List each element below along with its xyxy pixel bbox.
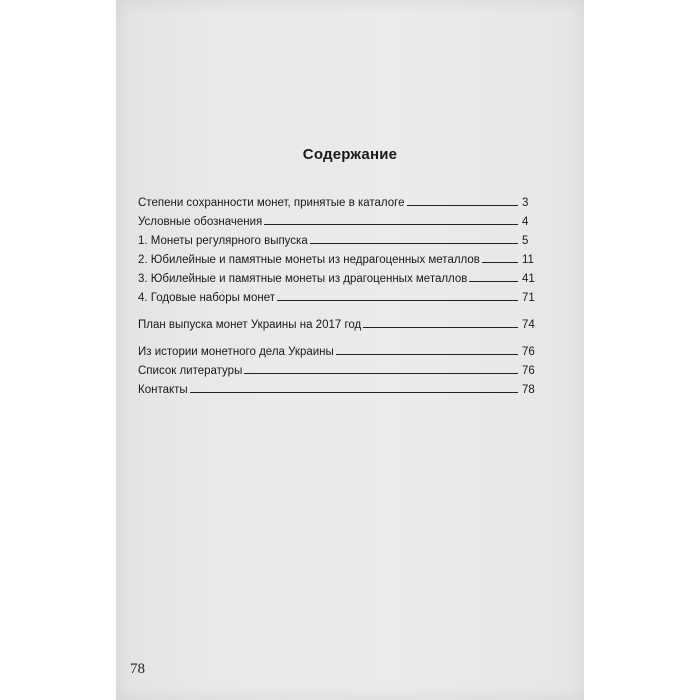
toc-entry xyxy=(138,228,548,247)
toc-leader-line xyxy=(407,205,519,206)
toc-entry-label: Из истории монетного дела Украины xyxy=(138,346,334,358)
toc-entry xyxy=(138,358,548,377)
toc-entry-page: 76 xyxy=(522,346,535,358)
toc-entry-label: План выпуска монет Украины на 2017 год xyxy=(138,319,362,331)
toc-entry xyxy=(138,312,548,331)
book-page xyxy=(116,0,584,700)
toc-entry-label: 3. Юбилейные и памятные монеты из драгоценных металлов xyxy=(138,273,468,285)
toc-leader-line xyxy=(336,354,518,355)
toc-entry-label: Условные обозначения xyxy=(138,216,263,228)
toc-entry xyxy=(138,339,548,358)
toc-entry-label: Степени сохранности монет, принятые в каталоге xyxy=(138,197,405,209)
toc-entry xyxy=(138,266,548,285)
toc-entry-page: 3 xyxy=(522,197,529,209)
toc-entry-label: Список литературы xyxy=(138,365,243,377)
toc-entry-label: 1. Монеты регулярного выпуска xyxy=(138,235,308,247)
toc-leader-line xyxy=(264,224,518,225)
toc-entry xyxy=(138,247,548,266)
toc-leader-line xyxy=(482,262,518,263)
page-number: 78 xyxy=(130,661,145,677)
toc-leader-line xyxy=(277,300,518,301)
toc-leader-line xyxy=(190,392,518,393)
toc-entry-page: 4 xyxy=(522,216,529,228)
table-of-contents xyxy=(138,190,548,396)
toc-entry xyxy=(138,209,548,228)
toc-entry xyxy=(138,190,548,209)
toc-entry-page: 78 xyxy=(522,384,535,396)
toc-entry-page: 41 xyxy=(522,273,535,285)
toc-entry-page: 11 xyxy=(522,254,534,266)
toc-leader-line xyxy=(244,373,518,374)
toc-entry xyxy=(138,285,548,304)
toc-leader-line xyxy=(310,243,518,244)
toc-entry-page: 5 xyxy=(522,235,529,247)
page-title: Содержание xyxy=(302,146,398,163)
toc-entry-page: 71 xyxy=(522,292,535,304)
toc-entry-label: 4. Годовые наборы монет xyxy=(138,292,275,304)
toc-entry-page: 74 xyxy=(522,319,535,331)
toc-entry-label: Контакты xyxy=(138,384,188,396)
toc-entry-page: 76 xyxy=(522,365,535,377)
toc-entry xyxy=(138,377,548,396)
toc-leader-line xyxy=(469,281,518,282)
toc-leader-line xyxy=(363,327,518,328)
toc-entry-label: 2. Юбилейные и памятные монеты из недрагоценных металлов xyxy=(138,254,480,266)
